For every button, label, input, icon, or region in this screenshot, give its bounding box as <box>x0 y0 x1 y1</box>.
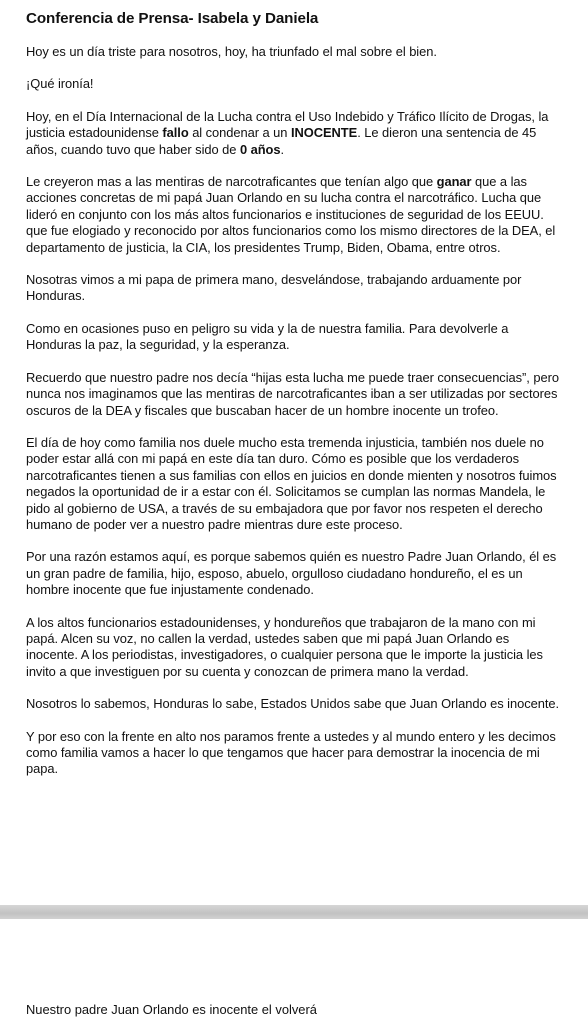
page-separator <box>0 905 588 919</box>
paragraph-12: Y por eso con la frente en alto nos paramos frente a ustedes y al mundo entero y les decimos como familia vamos a hacer lo que tengamos que hacer para demostrar la inocencia de mi papa. <box>26 728 556 777</box>
document-body <box>26 10 560 794</box>
paragraph-3 <box>26 109 560 158</box>
paragraph-6: Como en ocasiones puso en peligro su vida y la de nuestra familia. Para devolverle a Honduras la paz, la seguridad, y la esperanza. <box>26 320 509 353</box>
document-page-2 <box>0 919 588 1024</box>
paragraph-2: ¡Qué ironía! <box>26 76 94 92</box>
paragraph-1: Hoy es un día triste para nosotros, hoy, ha triunfado el mal sobre el bien. <box>26 44 437 59</box>
paragraph-11: Nosotros lo sabemos, Honduras lo sabe, Estados Unidos sabe que Juan Orlando es inocente. <box>26 696 560 712</box>
paragraph-3-bold-0-anos: 0 años <box>239 141 281 157</box>
paragraph-4-bold-ganar: ganar <box>436 174 472 190</box>
paragraph-4-text-c: que a las acciones concretas de mi papá Juan Orlando en su lucha contra el narcotráfico. Lucha que lideró en conjunto con los más altos funcionarios e instituciones de seguridad de los EEUU. que fue elogiado y reconocido por altos funcionarios como los mismo directores de la DEA, el departamento de justicia, la CIA, los presidentes Trump, Biden, Obama, entre otros. <box>26 174 556 255</box>
paragraph-9: Por una razón estamos aquí, es porque sabemos quién es nuestro Padre Juan Orlando, él es un gran padre de familia, hijo, esposo, abuelo, orgulloso ciudadano hondureño, el es un hombre inocente que fue injustamente condenado. <box>26 549 557 598</box>
paragraph-7: Recuerdo que nuestro padre nos decía “hijas esta lucha me puede traer consecuencias”, pero nunca nos imaginamos que las mentiras de narcotraficantes iban a ser utilizadas por sectores oscuros de la DEA y fiscales que buscaban hacer de un hombre inocente un trofeo. <box>26 369 559 418</box>
page-2-text: Nuestro padre Juan Orlando es inocente el volverá <box>26 1002 317 1017</box>
paragraph-3-bold-inocente: INOCENTE <box>290 125 358 141</box>
paragraph-3-text-a: Hoy, en el Día Internacional de la Lucha contra el Uso Indebido y Tráfico Ilícito de Drogas, la justicia estadounidense <box>26 108 549 141</box>
paragraph-3-text-g: . <box>280 141 285 157</box>
paragraph-3-bold-fallo: fallo <box>162 125 189 141</box>
paragraph-4 <box>26 174 560 256</box>
paragraph-4-text-a: Le creyeron mas a las mentiras de narcotraficantes que tenían algo que <box>26 174 437 190</box>
document-title: Conferencia de Prensa- Isabela y Daniela <box>26 10 319 27</box>
paragraph-8: El día de hoy como familia nos duele mucho esta tremenda injusticia, también nos duele no poder estar allá con mi papá en este día tan duro. Cómo es posible que los verdaderos narcotraficantes tienen a sus familias con ellos en juicios en donde mienten y nosotros fuimos negados la oportunidad de ir a estar con él. Solicitamos se cumplan las normas Mandela, le pido al gobierno de USA, a través de su embajadora que por favor nos respeten el derecho humano de poder ver a nuestro padre mientras dure este proceso. <box>26 434 557 532</box>
paragraph-3-text-e: . Le dieron una sentencia de 45 años, cuando tuvo que haber sido de <box>26 125 537 157</box>
paragraph-3-text-c: al condenar a un <box>188 125 291 141</box>
paragraph-10: A los altos funcionarios estadounidenses, y hondureños que trabajaron de la mano con mi papá. Alcen su voz, no callen la verdad, ustedes saben que mi papá Juan Orlando es inocente. A los periodistas, investigadores, o cualquier persona que le importe la justicia les invito a que investiguen por su cuenta y conozcan de primera mano la verdad. <box>26 614 543 679</box>
paragraph-5: Nosotras vimos a mi papa de primera mano, desvelándose, trabajando arduamente por Honduras. <box>26 272 522 304</box>
